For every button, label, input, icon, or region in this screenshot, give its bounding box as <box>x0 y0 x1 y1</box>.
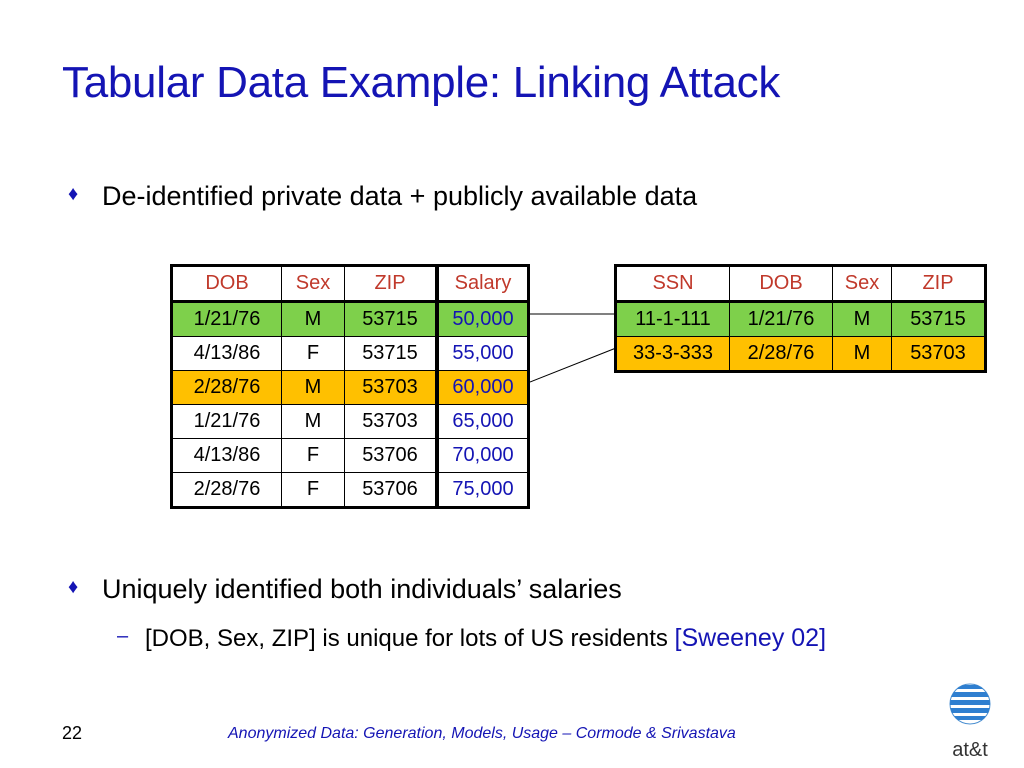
table-row <box>616 337 986 372</box>
table-cell: F <box>282 337 345 371</box>
slide-title: Tabular Data Example: Linking Attack <box>62 58 781 107</box>
sub-bullet <box>117 624 827 653</box>
table-cell: 53703 <box>892 337 986 372</box>
table-cell: M <box>833 302 892 337</box>
col-header-dob: DOB <box>730 266 833 302</box>
diamond-bullet-icon: ♦ <box>68 183 79 205</box>
table-cell: 53706 <box>345 439 438 473</box>
table-cell: 11-1-111 <box>616 302 730 337</box>
table-cell: M <box>833 337 892 372</box>
table-cell: 1/21/76 <box>172 302 282 337</box>
att-logo <box>940 682 1000 762</box>
table-cell: M <box>282 405 345 439</box>
table-cell: M <box>282 371 345 405</box>
col-header-salary: Salary <box>437 266 529 302</box>
col-header-sex: Sex <box>833 266 892 302</box>
table-row <box>172 405 529 439</box>
table-cell: 53706 <box>345 473 438 508</box>
table-cell: 4/13/86 <box>172 337 282 371</box>
salary-cell: 60,000 <box>437 371 529 405</box>
dash-bullet-icon: – <box>117 625 129 647</box>
private-data-table <box>170 264 530 509</box>
bullet-2 <box>68 574 622 605</box>
table-cell: 1/21/76 <box>730 302 833 337</box>
table-cell: F <box>282 473 345 508</box>
table-row <box>172 302 529 337</box>
col-header-zip: ZIP <box>892 266 986 302</box>
table-cell: 53715 <box>892 302 986 337</box>
salary-cell: 50,000 <box>437 302 529 337</box>
table-row <box>172 337 529 371</box>
bullet-1-text: De-identified private data + publicly available data <box>102 181 698 211</box>
table-cell: 33-3-333 <box>616 337 730 372</box>
bullet-2-text: Uniquely identified both individuals’ salaries <box>102 574 622 604</box>
table-cell: M <box>282 302 345 337</box>
linking-lines <box>530 300 620 390</box>
table-header-row <box>616 266 986 302</box>
sub-bullet-text: [DOB, Sex, ZIP] is unique for lots of US residents <box>145 625 675 652</box>
col-header-zip: ZIP <box>345 266 438 302</box>
table-cell: 53715 <box>345 337 438 371</box>
col-header-dob: DOB <box>172 266 282 302</box>
table-row <box>172 473 529 508</box>
table-cell: F <box>282 439 345 473</box>
table-cell: 1/21/76 <box>172 405 282 439</box>
diamond-bullet-icon: ♦ <box>68 576 79 598</box>
salary-cell: 65,000 <box>437 405 529 439</box>
table-cell: 2/28/76 <box>172 473 282 508</box>
bullet-1 <box>68 181 698 212</box>
table-row <box>172 371 529 405</box>
salary-cell: 75,000 <box>437 473 529 508</box>
public-data-table <box>614 264 987 373</box>
table-cell: 2/28/76 <box>730 337 833 372</box>
citation: [Sweeney 02] <box>674 624 827 652</box>
col-header-ssn: SSN <box>616 266 730 302</box>
table-cell: 53703 <box>345 371 438 405</box>
col-header-sex: Sex <box>282 266 345 302</box>
logo-wordmark: at&t <box>952 739 988 761</box>
page-number: 22 <box>62 723 83 743</box>
table-cell: 53703 <box>345 405 438 439</box>
link-line-orange <box>530 348 616 382</box>
table-cell: 4/13/86 <box>172 439 282 473</box>
table-header-row <box>172 266 529 302</box>
globe-icon <box>940 682 1000 762</box>
table-cell: 53715 <box>345 302 438 337</box>
table-row <box>616 302 986 337</box>
salary-cell: 55,000 <box>437 337 529 371</box>
salary-cell: 70,000 <box>437 439 529 473</box>
footer-text: Anonymized Data: Generation, Models, Usage – Cormode & Srivastava <box>228 725 736 742</box>
table-row <box>172 439 529 473</box>
table-cell: 2/28/76 <box>172 371 282 405</box>
